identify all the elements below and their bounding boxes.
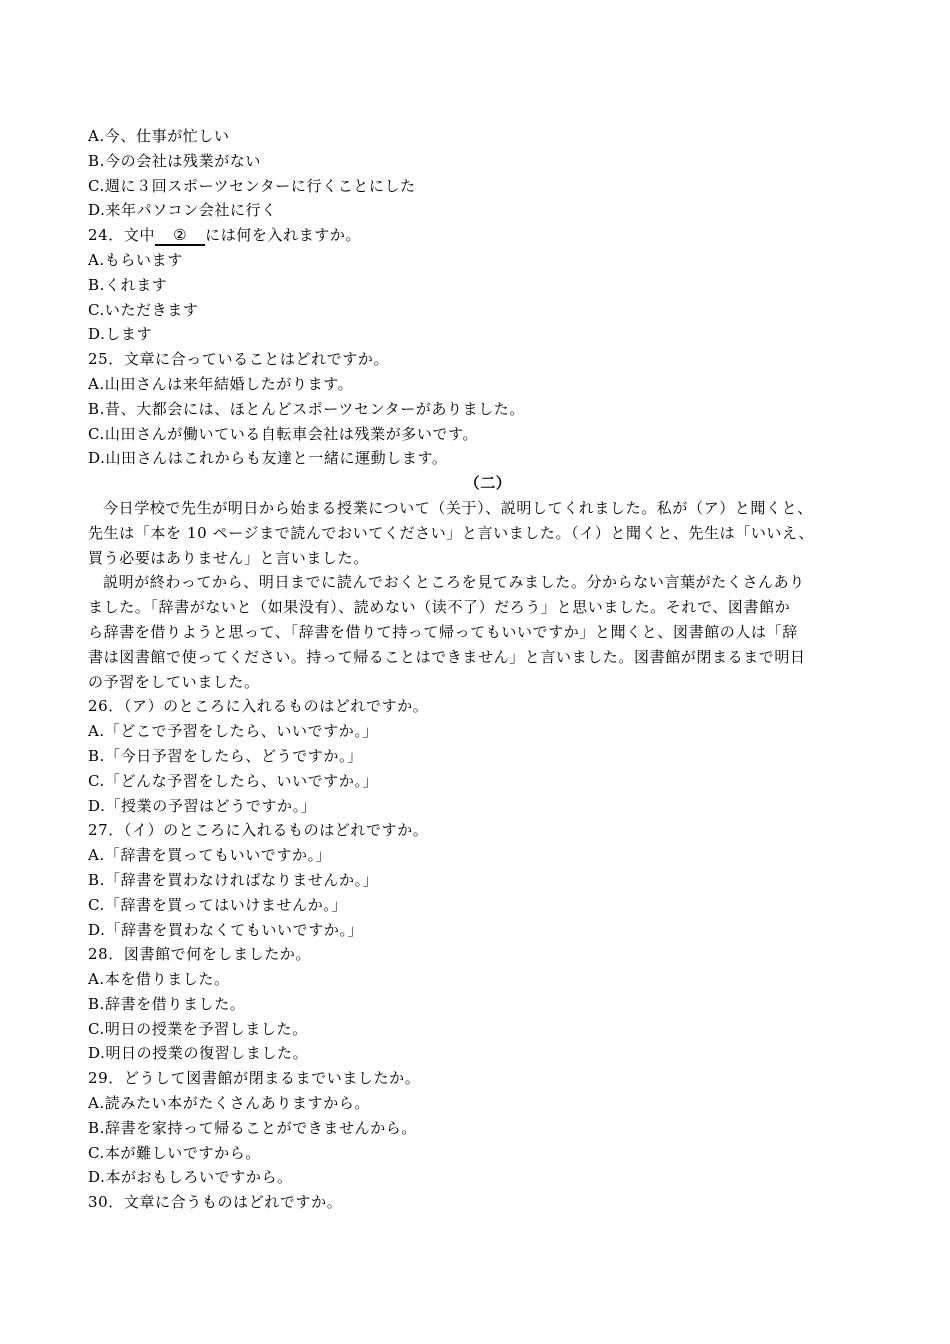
question-suffix: には何を入れますか。 bbox=[205, 226, 362, 245]
option-line: D.山田さんはこれからも友達と一緒に運動します。 bbox=[88, 449, 448, 468]
option-line: B.くれます bbox=[88, 275, 168, 294]
option-line: D.本がおもしろいですから。 bbox=[88, 1168, 293, 1187]
option-line: B.昔、大都会には、ほとんどスポーツセンターがありました。 bbox=[88, 399, 525, 418]
option-line: C.山田さんが働いている自転車会社は残業が多いです。 bbox=[88, 424, 479, 443]
option-line: C.本が難しいですから。 bbox=[88, 1143, 261, 1162]
option-line: D.「辞書を買わなくてもいいですか。」 bbox=[88, 920, 364, 939]
option-line: B.辞書を借りました。 bbox=[88, 994, 246, 1013]
option-line: D.します bbox=[88, 325, 153, 344]
q29 bbox=[88, 1066, 888, 1190]
option-line: B.「今日予習をしたら、どうですか。」 bbox=[88, 746, 363, 765]
passage-line: ら辞書を借りようと思って、「辞書を借りて持って帰ってもいいですか」と聞くと、図書館の人は「辞 bbox=[88, 622, 798, 641]
section-title: （二） bbox=[464, 474, 512, 493]
option-line: C.いただきます bbox=[88, 300, 199, 319]
option-line: C.明日の授業を予習しました。 bbox=[88, 1019, 308, 1038]
q27 bbox=[88, 818, 888, 942]
passage-line: ました。「辞書がないと（如果没有）、読めない（读不了）だろう」と思いました。それで、図書館か bbox=[88, 598, 791, 617]
question-prefix: 24．文中 bbox=[88, 226, 156, 245]
option-line: B.辞書を家持って帰ることができませんから。 bbox=[88, 1118, 417, 1137]
option-line: A.「辞書を買ってもいいですか。」 bbox=[88, 846, 332, 865]
question-line: 25．文章に合っていることはどれですか。 bbox=[88, 350, 390, 369]
reading-passage bbox=[88, 496, 888, 694]
passage-line: 今日学校で先生が明日から始まる授業について（关于）、説明してくれました。私が（ア）と聞くと、 bbox=[103, 498, 813, 517]
question-line: 30．文章に合うものはどれですか。 bbox=[88, 1193, 343, 1212]
passage-line: 書は図書館で使ってください。持って帰ることはできません」と言いました。図書館が閉まるまで明日 bbox=[88, 647, 806, 666]
option-line: A.山田さんは来年結婚したがります。 bbox=[88, 374, 354, 393]
q30 bbox=[88, 1190, 888, 1215]
question-line bbox=[88, 223, 888, 248]
q26 bbox=[88, 694, 888, 818]
q23-options bbox=[88, 124, 888, 223]
passage-line: の予習をしていました。 bbox=[88, 672, 260, 691]
passage-line: 買う必要はありません」と言いました。 bbox=[88, 548, 369, 567]
option-line: A.読みたい本がたくさんありますから。 bbox=[88, 1094, 371, 1113]
option-line: C.「どんな予習をしたら、いいですか。」 bbox=[88, 771, 379, 790]
option-line: D.明日の授業の復習しました。 bbox=[88, 1044, 309, 1063]
option-line: B.「辞書を買わなければなりませんか。」 bbox=[88, 870, 379, 889]
q28 bbox=[88, 942, 888, 1066]
option-line: A.もらいます bbox=[88, 250, 183, 269]
q25 bbox=[88, 347, 888, 471]
option-line: C.「辞書を買ってはいけませんか。」 bbox=[88, 895, 348, 914]
q24 bbox=[88, 223, 888, 347]
option-line: A.「どこで予習をしたら、いいですか。」 bbox=[88, 722, 379, 741]
question-line: 27．（イ）のところに入れるものはどれですか。 bbox=[88, 821, 429, 840]
option-line: B.今の会社は残業がない bbox=[88, 151, 261, 170]
passage-line: 説明が終わってから、明日までに読んでおくところを見てみました。分からない言葉がたくさんあり bbox=[103, 573, 805, 592]
document-body bbox=[88, 124, 888, 1215]
question-line: 28．図書館で何をしましたか。 bbox=[88, 945, 312, 964]
option-line: D.来年パソコン会社に行く bbox=[88, 201, 277, 220]
option-line: A.本を借りました。 bbox=[88, 970, 230, 989]
question-line: 29．どうして図書館が閉まるまでいましたか。 bbox=[88, 1069, 421, 1088]
option-line: D.「授業の予習はどうですか。」 bbox=[88, 796, 317, 815]
option-line: C.週に３回スポーツセンターに行くことにした bbox=[88, 176, 416, 195]
passage-line: 先生は「本を 10 ページまで読んでおいてください」と言いました。（イ）と聞くと、先生は「いいえ、 bbox=[88, 523, 815, 542]
question-line: 26．（ア）のところに入れるものはどれですか。 bbox=[88, 697, 429, 716]
option-line: A.今、仕事が忙しい bbox=[88, 127, 230, 145]
underlined-blank: ② bbox=[155, 226, 205, 246]
